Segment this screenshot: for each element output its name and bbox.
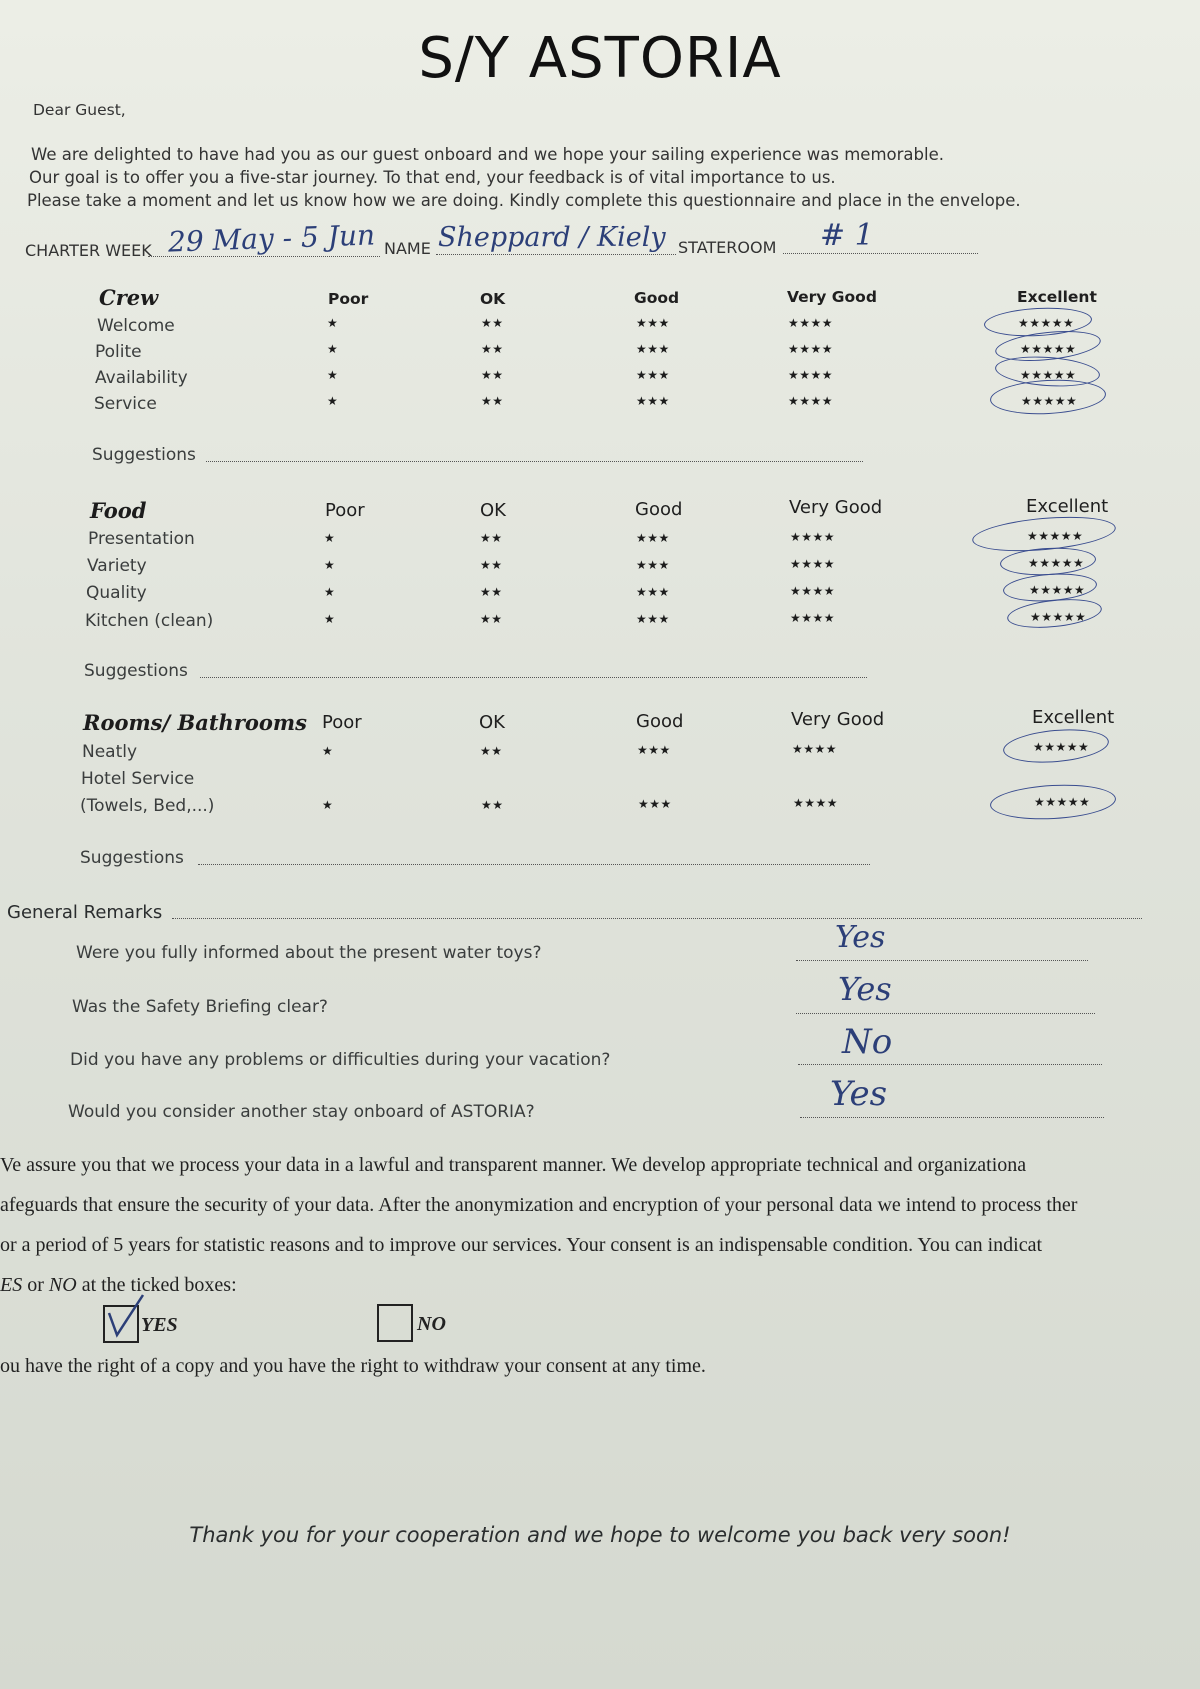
charter-week-field[interactable]: 29 May - 5 Jun xyxy=(167,218,376,259)
rating-star[interactable]: ★★★★★ xyxy=(1020,368,1077,382)
question-problems: Did you have any problems or difficulties during your vacation? xyxy=(70,1050,611,1070)
rating-star[interactable]: ★★ xyxy=(480,744,503,758)
rating-star[interactable]: ★ xyxy=(327,316,339,330)
rating-star[interactable]: ★★★★★ xyxy=(1027,529,1084,543)
question-another-stay: Would you consider another stay onboard of ASTORIA? xyxy=(68,1102,535,1122)
rating-star[interactable]: ★★★ xyxy=(636,558,670,572)
answer-water-toys[interactable]: Yes xyxy=(835,920,886,955)
general-remarks-label: General Remarks xyxy=(7,902,163,923)
answer-line xyxy=(796,960,1088,961)
rating-star[interactable]: ★★★★★ xyxy=(1033,740,1090,754)
rating-star[interactable]: ★★ xyxy=(481,394,504,408)
food-row-presentation: Presentation xyxy=(88,529,195,549)
rating-star[interactable]: ★★★★ xyxy=(790,530,836,544)
data-privacy-statement xyxy=(0,1145,1200,1325)
answer-problems[interactable]: No xyxy=(842,1022,893,1062)
rating-star[interactable]: ★★★ xyxy=(636,368,670,382)
col-ok: OK xyxy=(480,290,506,308)
crew-row-welcome: Welcome xyxy=(97,316,175,336)
rating-star[interactable]: ★★★★ xyxy=(788,316,834,330)
rating-star[interactable]: ★★ xyxy=(480,531,503,545)
consent-yes-label: YES xyxy=(141,1314,178,1336)
rating-star[interactable]: ★★★★ xyxy=(790,611,836,625)
privacy-line-1: Ve assure you that we process your data in a lawful and transparent manner. We develop appropriate technical and organizationa xyxy=(0,1154,1027,1176)
rating-star[interactable]: ★★ xyxy=(481,798,504,812)
food-row-kitchen: Kitchen (clean) xyxy=(85,611,214,631)
food-row-variety: Variety xyxy=(87,556,147,576)
selected-rating-mark xyxy=(1002,725,1110,766)
col-very-good: Very Good xyxy=(787,288,877,306)
rating-star[interactable]: ★ xyxy=(327,342,339,356)
rating-star[interactable]: ★★★★ xyxy=(790,584,836,598)
col-poor: Poor xyxy=(328,290,369,308)
crew-section-title: Crew xyxy=(99,285,159,310)
rating-star[interactable]: ★★ xyxy=(480,585,503,599)
col-ok: OK xyxy=(480,500,506,521)
rooms-section-title: Rooms/ Bathrooms xyxy=(83,710,307,735)
rating-star[interactable]: ★★★★ xyxy=(788,368,834,382)
general-remarks-field[interactable] xyxy=(172,918,1142,919)
rights-statement xyxy=(0,1346,1200,1386)
col-very-good: Very Good xyxy=(791,709,885,730)
rating-star[interactable]: ★★★★ xyxy=(793,796,839,810)
col-good: Good xyxy=(636,711,684,732)
question-safety-briefing: Was the Safety Briefing clear? xyxy=(72,997,328,1017)
answer-another-stay[interactable]: Yes xyxy=(830,1074,888,1114)
consent-no-label: NO xyxy=(417,1313,446,1335)
rating-star[interactable]: ★★ xyxy=(480,558,503,572)
rating-star[interactable]: ★★★ xyxy=(636,342,670,356)
col-ok: OK xyxy=(479,712,505,733)
rooms-suggestions-label: Suggestions xyxy=(80,848,184,868)
rating-star[interactable]: ★★★★ xyxy=(790,557,836,571)
rating-star[interactable]: ★★★ xyxy=(636,612,670,626)
closing-message: Thank you for your cooperation and we hope to welcome you back very soon! xyxy=(189,1523,1011,1547)
col-good: Good xyxy=(635,499,683,520)
rating-star[interactable]: ★★★★★ xyxy=(1018,316,1075,330)
rating-star[interactable]: ★★★ xyxy=(636,531,670,545)
prompt-no-word: NO xyxy=(48,1274,77,1296)
rating-star[interactable]: ★★★★ xyxy=(792,742,838,756)
rating-star[interactable]: ★★★★★ xyxy=(1020,342,1077,356)
name-label: NAME xyxy=(384,239,431,258)
rating-star[interactable]: ★ xyxy=(324,558,336,572)
crew-suggestions-label: Suggestions xyxy=(92,445,196,465)
col-very-good: Very Good xyxy=(789,497,883,518)
stateroom-line xyxy=(783,253,978,254)
rating-star[interactable]: ★★★★★ xyxy=(1028,556,1085,570)
food-section-title: Food xyxy=(90,498,147,523)
rating-star[interactable]: ★ xyxy=(322,744,334,758)
rating-star[interactable]: ★★★★ xyxy=(788,342,834,356)
rating-star[interactable]: ★★★ xyxy=(636,585,670,599)
col-good: Good xyxy=(634,289,680,307)
consent-prompt xyxy=(0,1265,237,1305)
rating-star[interactable]: ★★ xyxy=(481,342,504,356)
name-field[interactable]: Sheppard / Kiely xyxy=(438,222,666,253)
intro-line-1: We are delighted to have had you as our guest onboard and we hope your sailing experience was memorable. xyxy=(31,145,944,164)
col-excellent: Excellent xyxy=(1026,496,1109,517)
crew-row-availability: Availability xyxy=(95,368,188,388)
rating-star[interactable]: ★★★★ xyxy=(788,394,834,408)
privacy-line-3: or a period of 5 years for statistic reasons and to improve our services. Your consent is an indispensable condition. You can indicat xyxy=(0,1234,1043,1256)
prompt-or: or xyxy=(22,1274,49,1296)
intro-line-2: Our goal is to offer you a five-star journey. To that end, your feedback is of vital importance to us. xyxy=(29,168,836,187)
intro-line-3: Please take a moment and let us know how we are doing. Kindly complete this questionnaire and place in the envelope. xyxy=(27,191,1021,210)
consent-no-checkbox[interactable] xyxy=(377,1304,413,1342)
answer-line xyxy=(800,1117,1104,1118)
rating-star[interactable]: ★ xyxy=(327,394,339,408)
consent-yes-checkbox[interactable] xyxy=(103,1305,139,1343)
food-suggestions-field[interactable] xyxy=(200,677,867,678)
rating-star[interactable]: ★ xyxy=(322,798,334,812)
crew-row-polite: Polite xyxy=(95,342,142,362)
name-line xyxy=(436,254,676,255)
charter-week-label: CHARTER WEEK xyxy=(25,241,152,260)
rights-line: ou have the right of a copy and you have the right to withdraw your consent at any time. xyxy=(0,1355,706,1377)
rating-star[interactable]: ★★ xyxy=(481,316,504,330)
rating-star[interactable]: ★ xyxy=(327,368,339,382)
rating-star[interactable]: ★★★★★ xyxy=(1030,610,1087,624)
rooms-row-neatly: Neatly xyxy=(82,742,138,762)
food-suggestions-label: Suggestions xyxy=(84,661,188,681)
food-row-quality: Quality xyxy=(86,583,147,603)
stateroom-label: STATEROOM xyxy=(678,238,777,257)
prompt-yes-word: ES xyxy=(0,1274,23,1296)
col-poor: Poor xyxy=(322,712,362,733)
rating-star[interactable]: ★ xyxy=(324,612,336,626)
col-excellent: Excellent xyxy=(1032,707,1115,728)
prompt-rest: at the ticked boxes: xyxy=(76,1274,237,1296)
privacy-line-2: afeguards that ensure the security of your data. After the anonymization and encryption of your personal data we intend to process ther xyxy=(0,1194,1078,1216)
rating-star[interactable]: ★ xyxy=(324,531,336,545)
rooms-row-hotel-service: Hotel Service xyxy=(81,769,195,789)
answer-line xyxy=(798,1064,1102,1065)
rating-star[interactable]: ★★★★★ xyxy=(1021,394,1078,408)
selected-rating-mark xyxy=(989,377,1107,417)
crew-suggestions-field[interactable] xyxy=(206,461,863,462)
rating-star[interactable]: ★★★ xyxy=(636,316,670,330)
col-poor: Poor xyxy=(325,500,365,521)
rating-star[interactable]: ★★★ xyxy=(638,797,672,811)
question-water-toys: Were you fully informed about the present water toys? xyxy=(76,943,542,963)
rating-star[interactable]: ★★★ xyxy=(636,394,670,408)
answer-safety-briefing[interactable]: Yes xyxy=(838,970,892,1008)
selected-rating-mark xyxy=(989,782,1117,823)
rating-star[interactable]: ★ xyxy=(324,585,336,599)
rating-star[interactable]: ★★ xyxy=(480,612,503,626)
selected-rating-mark xyxy=(1006,595,1103,632)
checkmark-icon xyxy=(103,1301,139,1339)
rooms-row-towels-bed: (Towels, Bed,...) xyxy=(80,796,215,816)
stateroom-field[interactable]: # 1 xyxy=(820,218,874,253)
crew-row-service: Service xyxy=(94,394,157,414)
rating-star[interactable]: ★★★ xyxy=(637,743,671,757)
page-title: S/Y ASTORIA xyxy=(418,26,782,91)
rating-star[interactable]: ★★★★★ xyxy=(1034,795,1091,809)
greeting: Dear Guest, xyxy=(33,101,126,119)
col-excellent: Excellent xyxy=(1017,288,1097,306)
rating-star[interactable]: ★★★★★ xyxy=(1029,583,1086,597)
answer-line xyxy=(796,1013,1095,1014)
rating-star[interactable]: ★★ xyxy=(481,368,504,382)
rooms-suggestions-field[interactable] xyxy=(198,864,870,865)
